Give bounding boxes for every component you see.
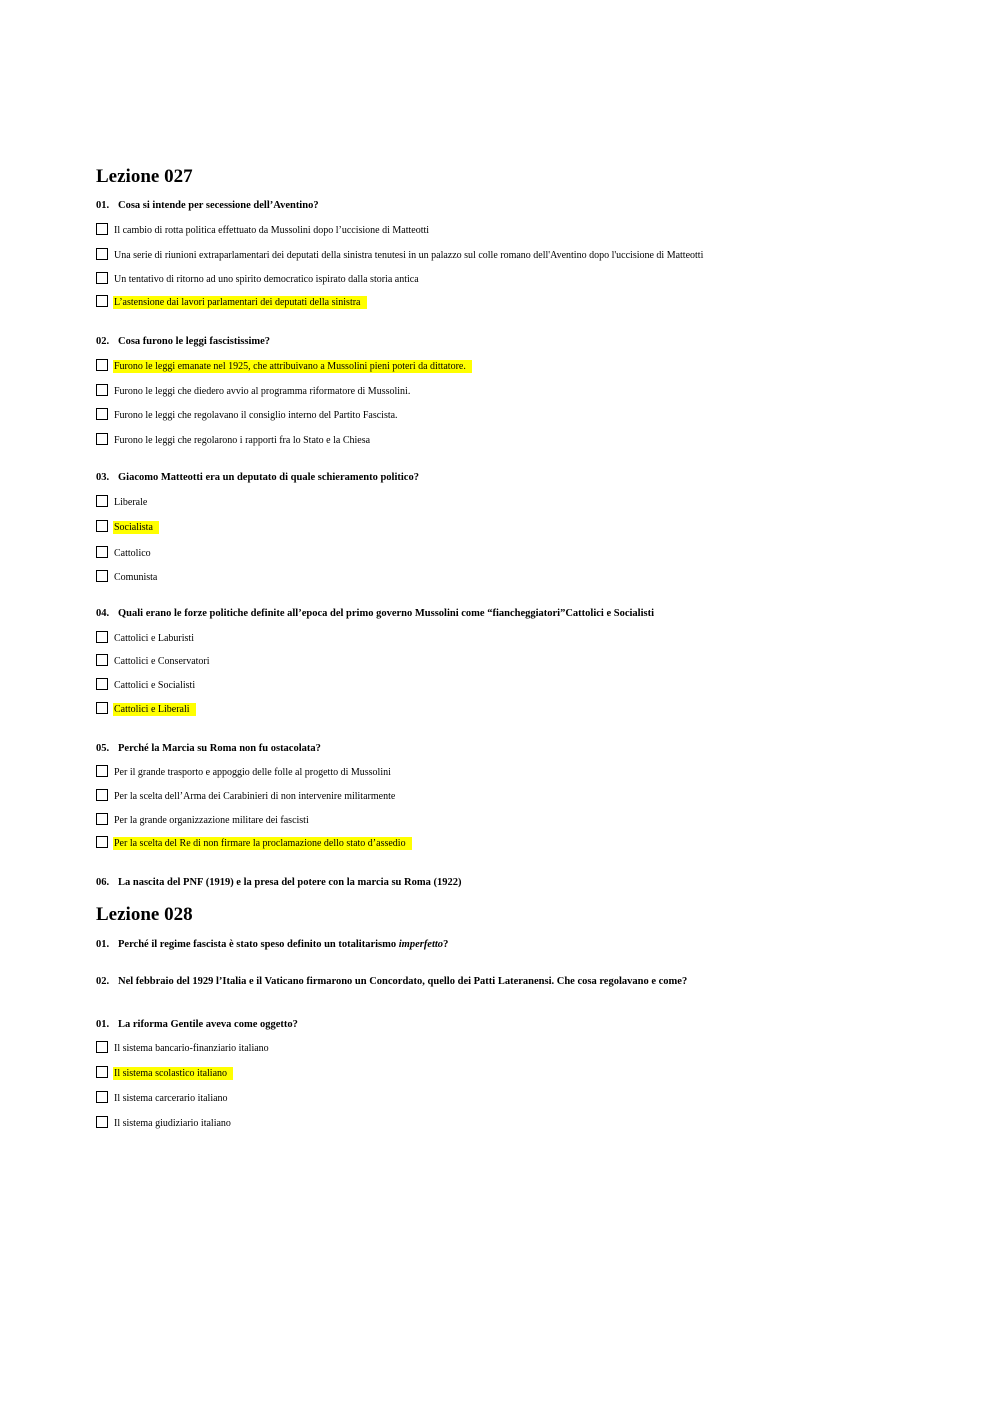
checkbox[interactable] <box>96 272 108 284</box>
question-text: Cosa furono le leggi fascistissime? <box>118 336 271 347</box>
option-label-highlighted: Per la scelta del Re di non firmare la proclamazione dello stato d’assedio <box>113 837 412 850</box>
question-text: Quali erano le forze politiche definite all’epoca del primo governo Mussolini come “fiancheggiatori”Cattolici e Socialisti <box>118 608 655 619</box>
question-number: 04. <box>96 608 110 619</box>
question-027-02 <box>96 336 270 347</box>
lesson-title-028: Lezione 028 <box>96 904 193 925</box>
option-label: Cattolici e Socialisti <box>114 680 196 691</box>
checkbox[interactable] <box>96 495 108 507</box>
checkbox[interactable] <box>96 678 108 690</box>
question-number: 02. <box>96 336 110 347</box>
question-text: Giacomo Matteotti era un deputato di quale schieramento politico? <box>118 472 419 483</box>
option-label: Furono le leggi che regolarono i rapporti fra lo Stato e la Chiesa <box>114 435 371 446</box>
question-text: Perché il regime fascista è stato speso definito un totalitarismo <box>118 939 399 950</box>
question-028-01 <box>96 939 448 950</box>
option-label: Furono le leggi che regolavano il consiglio interno del Partito Fascista. <box>114 410 398 421</box>
option-label-highlighted: Il sistema scolastico italiano <box>113 1067 233 1080</box>
option-label: Il sistema bancario-finanziario italiano <box>114 1043 269 1054</box>
option-label-highlighted: Furono le leggi emanate nel 1925, che attribuivano a Mussolini pieni poteri da dittatore. <box>113 360 472 373</box>
question-027-06 <box>96 877 461 888</box>
checkbox[interactable] <box>96 813 108 825</box>
checkbox[interactable] <box>96 248 108 260</box>
question-028-03 <box>96 1019 298 1030</box>
checkbox[interactable] <box>96 359 108 371</box>
question-number: 05. <box>96 743 110 754</box>
question-number: 01. <box>96 1019 110 1030</box>
option-label-highlighted: L’astensione dai lavori parlamentari dei deputati della sinistra <box>113 296 367 309</box>
checkbox[interactable] <box>96 433 108 445</box>
checkbox[interactable] <box>96 1066 108 1078</box>
checkbox[interactable] <box>96 1091 108 1103</box>
question-text: La nascita del PNF (1919) e la presa del potere con la marcia su Roma (1922) <box>118 877 462 888</box>
question-027-04 <box>96 608 654 619</box>
option-label: Per la grande organizzazione militare dei fascisti <box>114 815 309 826</box>
option-label: Il cambio di rotta politica effettuato da Mussolini dopo l’uccisione di Matteotti <box>114 225 430 236</box>
question-number: 01. <box>96 200 110 211</box>
option-label: Per la scelta dell’Arma dei Carabinieri di non intervenire militarmente <box>114 791 396 802</box>
checkbox[interactable] <box>96 295 108 307</box>
option-label: Il sistema giudiziario italiano <box>114 1118 231 1129</box>
checkbox[interactable] <box>96 1116 108 1128</box>
option-label: Un tentativo di ritorno ad uno spirito democratico ispirato dalla storia antica <box>114 274 419 285</box>
checkbox[interactable] <box>96 384 108 396</box>
option-label-highlighted: Cattolici e Liberali <box>113 703 196 716</box>
question-number: 02. <box>96 976 110 987</box>
checkbox[interactable] <box>96 570 108 582</box>
question-text: Cosa si intende per secessione dell’Aventino? <box>118 200 319 211</box>
checkbox[interactable] <box>96 654 108 666</box>
checkbox[interactable] <box>96 765 108 777</box>
question-text-end: ? <box>443 939 449 950</box>
lesson-title-027: Lezione 027 <box>96 166 193 187</box>
question-text: La riforma Gentile aveva come oggetto? <box>118 1019 298 1030</box>
option-label: Cattolici e Laburisti <box>114 633 194 644</box>
option-label: Cattolico <box>114 548 151 559</box>
option-label: Per il grande trasporto e appoggio delle folle al progetto di Mussolini <box>114 767 391 778</box>
option-label: Una serie di riunioni extraparlamentari dei deputati della sinistra tenutesi in un palazzo sul colle romano dell'Aventino dopo l'uccisione di Matteotti <box>114 250 704 261</box>
question-text: Nel febbraio del 1929 l’Italia e il Vaticano firmarono un Concordato, quello dei Patti Lateranensi. Che cosa regolavano e come? <box>118 976 688 987</box>
question-text: Perché la Marcia su Roma non fu ostacolata? <box>118 743 321 754</box>
option-label: Furono le leggi che diedero avvio al programma riformatore di Mussolini. <box>114 386 411 397</box>
option-label: Cattolici e Conservatori <box>114 656 210 667</box>
checkbox[interactable] <box>96 631 108 643</box>
question-text-italic: imperfetto <box>398 939 444 950</box>
checkbox[interactable] <box>96 520 108 532</box>
checkbox[interactable] <box>96 1041 108 1053</box>
question-028-02 <box>96 976 687 987</box>
question-027-05 <box>96 743 321 754</box>
checkbox[interactable] <box>96 223 108 235</box>
checkbox[interactable] <box>96 702 108 714</box>
checkbox[interactable] <box>96 408 108 420</box>
checkbox[interactable] <box>96 836 108 848</box>
question-number: 06. <box>96 877 110 888</box>
option-label: Il sistema carcerario italiano <box>114 1093 228 1104</box>
question-027-01 <box>96 200 319 211</box>
checkbox[interactable] <box>96 789 108 801</box>
question-number: 01. <box>96 939 110 950</box>
question-number: 03. <box>96 472 110 483</box>
checkbox[interactable] <box>96 546 108 558</box>
question-027-03 <box>96 472 419 483</box>
option-label: Liberale <box>114 497 148 508</box>
option-label: Comunista <box>114 572 158 583</box>
option-label-highlighted: Socialista <box>113 521 159 534</box>
